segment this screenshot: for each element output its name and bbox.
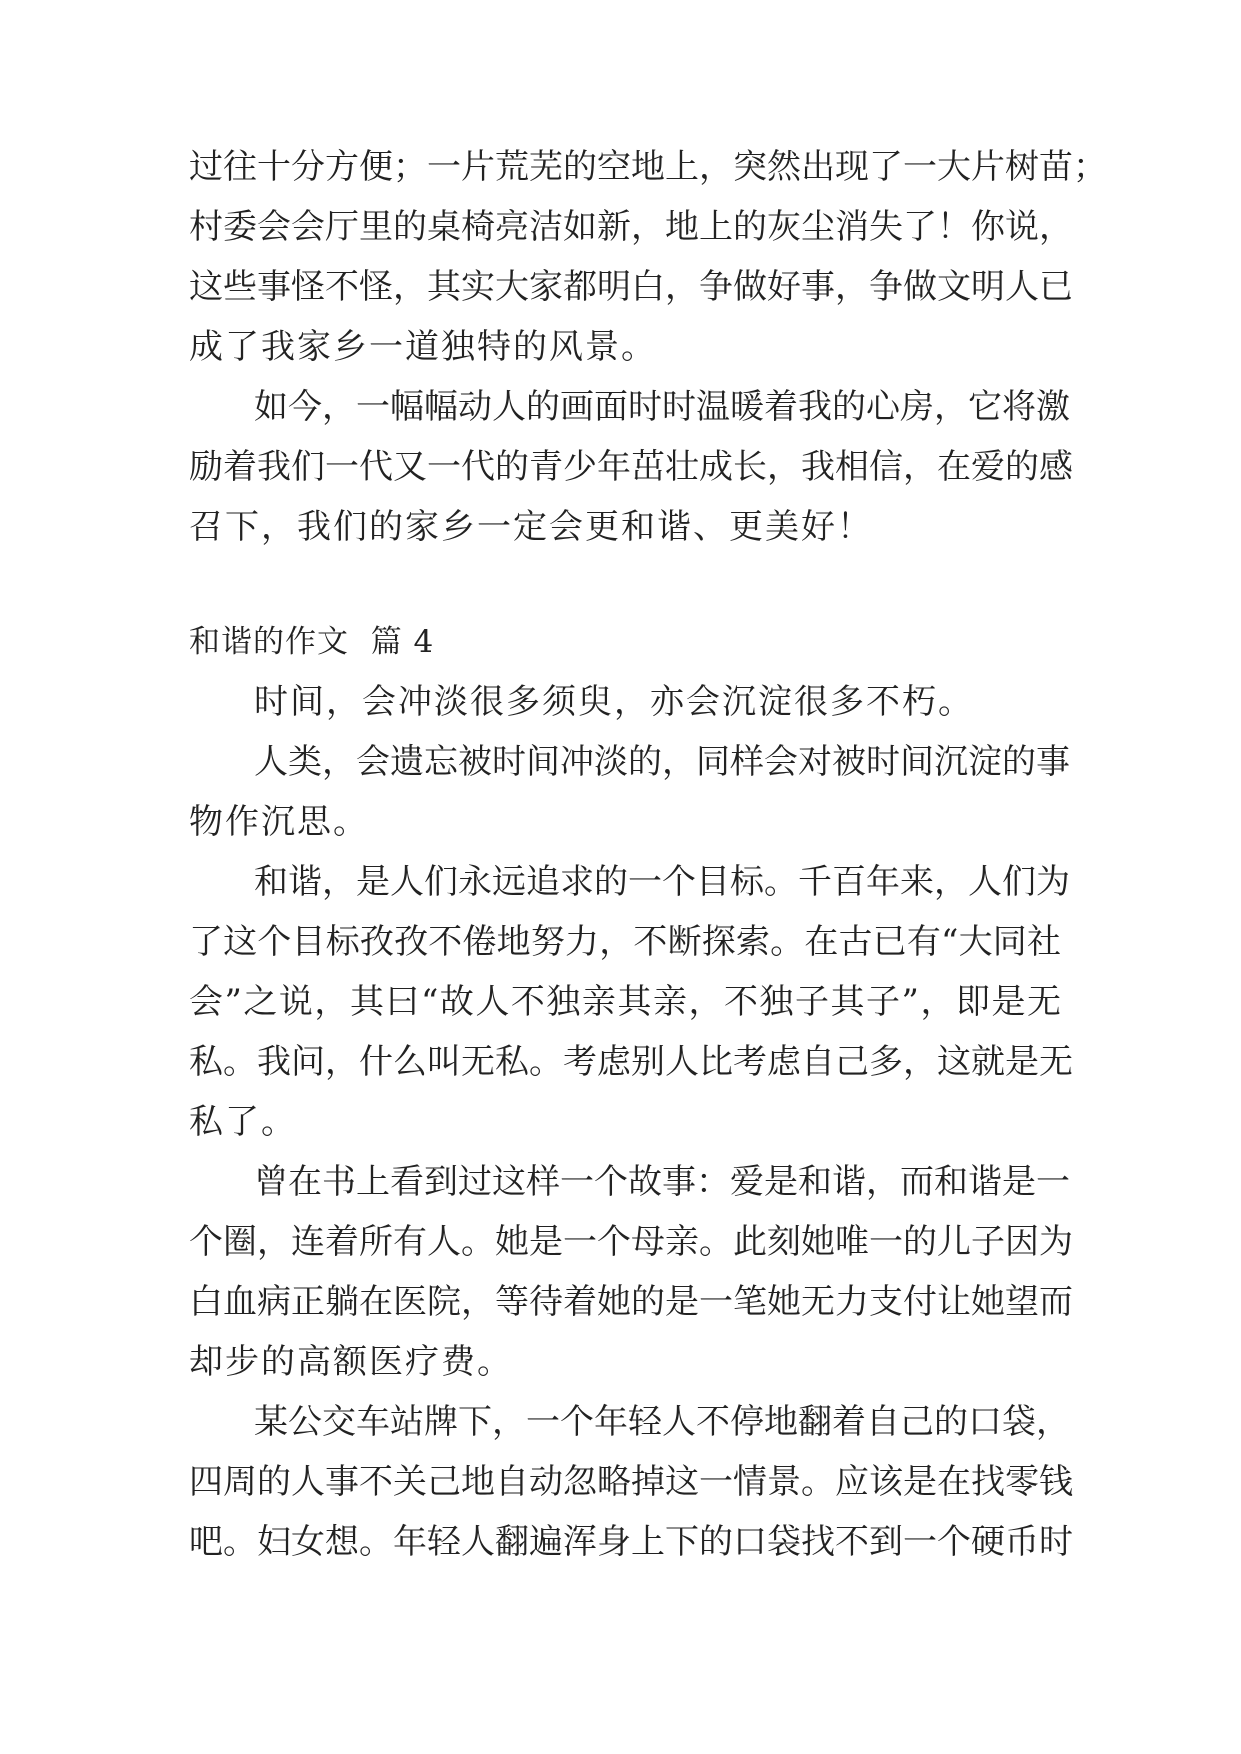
section-title: 和谐的作文 篇 4 (189, 624, 435, 660)
paragraph-line: 物作沉思。 (189, 802, 369, 842)
paragraph-line: 曾在书上看到过这样一个故事：爱是和谐，而和谐是一 (254, 1162, 1070, 1202)
paragraph-line: 和谐，是人们永远追求的一个目标。千百年来，人们为 (254, 862, 1070, 902)
paragraph-line: 人类，会遗忘被时间冲淡的，同样会对被时间沉淀的事 (254, 742, 1070, 782)
paragraph-line: 成了我家乡一道独特的风景。 (189, 327, 657, 367)
paragraph-line: 时间，会冲淡很多须臾，亦会沉淀很多不朽。 (254, 682, 974, 722)
paragraph-line: 白血病正躺在医院，等待着她的是一笔她无力支付让她望而 (189, 1282, 1073, 1322)
paragraph-line: 励着我们一代又一代的青少年茁壮成长，我相信，在爱的感 (189, 447, 1073, 487)
paragraph-line: 过往十分方便；一片荒芜的空地上，突然出现了一大片树苗； (189, 147, 1107, 187)
paragraph-line: 私。我问，什么叫无私。考虑别人比考虑自己多，这就是无 (189, 1042, 1073, 1082)
paragraph-line: 却步的高额医疗费。 (189, 1342, 513, 1382)
paragraph-line: 吧。妇女想。年轻人翻遍浑身上下的口袋找不到一个硬币时 (189, 1522, 1073, 1562)
paragraph-line: 某公交车站牌下，一个年轻人不停地翻着自己的口袋， (254, 1402, 1070, 1442)
paragraph-line: 四周的人事不关己地自动忽略掉这一情景。应该是在找零钱 (189, 1462, 1073, 1502)
paragraph-line: 村委会会厅里的桌椅亮洁如新，地上的灰尘消失了！你说， (189, 207, 1073, 247)
paragraph-line: 了这个目标孜孜不倦地努力，不断探索。在古已有“大同社 (189, 922, 1061, 962)
paragraph-line: 会”之说，其曰“故人不独亲其亲，不独子其子”，即是无 (189, 982, 1061, 1022)
paragraph-line: 这些事怪不怪，其实大家都明白，争做好事，争做文明人已 (189, 267, 1073, 307)
paragraph-line: 如今，一幅幅动人的画面时时温暖着我的心房，它将激 (254, 387, 1070, 427)
paragraph-line: 个圈，连着所有人。她是一个母亲。此刻她唯一的儿子因为 (189, 1222, 1073, 1262)
paragraph-line: 召下，我们的家乡一定会更和谐、更美好！ (189, 507, 873, 547)
paragraph-line: 私了。 (189, 1102, 297, 1142)
